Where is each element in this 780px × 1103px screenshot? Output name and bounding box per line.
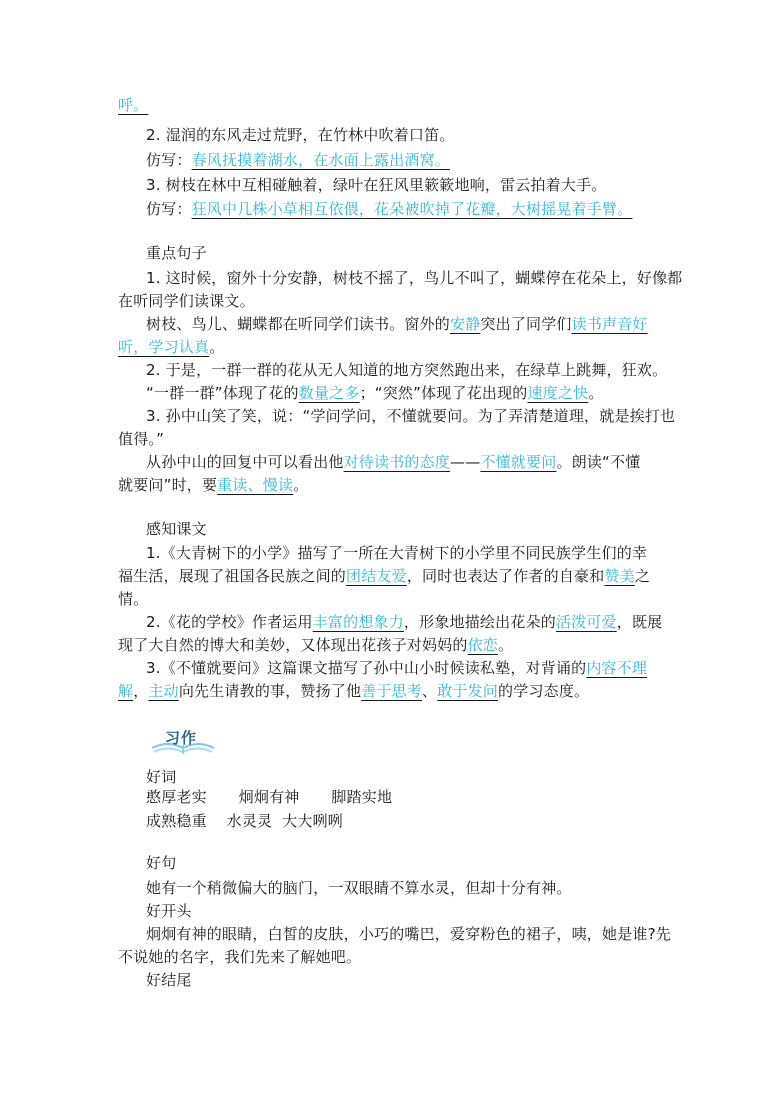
answer-blank: 听，学习认真 (118, 338, 210, 356)
key-sentence-2-analysis (146, 382, 604, 404)
answer-blank: 赞美 (604, 567, 635, 585)
answer-blank: 狂风中几株小草相互依偎，花朵被吹掉了花瓣，大树摇晃着手臂。 (191, 200, 633, 218)
answer-blank: 团结友爱 (346, 567, 407, 585)
answer-blank: 重读、慢读 (217, 476, 294, 494)
answer-blank: 活泼可爱 (555, 613, 617, 631)
item-number: 2. (146, 126, 161, 144)
section-badge-writing: 习作 (165, 729, 198, 747)
good-sentence-1: 她有一个稍微偏大的脑门，一双眼睛不算水灵，但却十分有神。 (146, 879, 572, 897)
body-text: ， (133, 682, 149, 700)
answer-blank: 春风抚摸着湖水，在水面上露出酒窝。 (191, 151, 451, 169)
key-sentence-1-line-1: 1. 这时候，窗外十分安静，树枝不摇了，鸟儿不叫了，蝴蝶停在花朵上，好像都 (146, 269, 683, 287)
item-2 (146, 124, 455, 146)
good-ending-heading: 好结尾 (146, 971, 192, 989)
section-heading-perceive-text: 感知课文 (146, 520, 207, 538)
answer-blank: 依恋 (467, 636, 499, 654)
answer-blank: 速度之快 (527, 384, 589, 402)
body-text: ，同时也表达了作者的自豪和 (406, 567, 605, 585)
body-text: 、 (422, 682, 438, 700)
section-heading-key-sentences: 重点句子 (146, 244, 207, 262)
answer-blank: 安静 (450, 315, 481, 333)
answer-blank: 内容不理 (586, 659, 648, 677)
key-sentence-3-analysis (146, 451, 640, 473)
answer-blank: 不懂就要问 (480, 453, 557, 471)
perceive-item-3-line-1 (146, 657, 647, 679)
analysis-text: 。 (588, 384, 604, 402)
perceive-item-2-line-2 (118, 634, 513, 656)
analysis-text: 突出了同学们 (480, 315, 572, 333)
key-sentence-3-analysis-cont (118, 474, 308, 496)
item-text: 湿润的东风走过荒野，在竹林中吹着口笛。 (165, 126, 455, 144)
analysis-text: 。朗读“不懂 (556, 453, 641, 471)
answer-blank: 读书声音好 (571, 315, 648, 333)
analysis-text: “一群一群”体现了花的 (146, 384, 299, 402)
item-3-rewrite (146, 198, 632, 220)
body-text: ，形象地描绘出花朵的 (403, 613, 556, 631)
analysis-text: —— (450, 453, 481, 471)
key-sentence-1-analysis (146, 313, 648, 335)
perceive-item-3-line-2 (118, 680, 589, 702)
answer-blank: 对待读书的态度 (343, 453, 451, 471)
item-3 (146, 174, 607, 196)
analysis-text: 树枝、鸟儿、蝴蝶都在听同学们读书。窗外的 (146, 315, 451, 333)
analysis-text: 。 (209, 338, 225, 356)
good-opening-heading: 好开头 (146, 902, 192, 920)
analysis-text: ；“突然”体现了花出现的 (359, 384, 528, 402)
perceive-item-1-line-1: 1.《大青树下的小学》描写了一所在大青树下的小学里不同民族学生们的幸 (146, 544, 648, 562)
body-text: 的学习态度。 (498, 682, 590, 700)
answer-blank: 丰富的想象力 (312, 613, 404, 631)
rewrite-label: 仿写： (146, 151, 192, 169)
answer-blank: 敢于发问 (437, 682, 499, 700)
good-sentences-heading: 好句 (146, 854, 177, 872)
good-opening-line-1: 炯炯有神的眼睛，白皙的皮肤，小巧的嘴巴，爱穿粉色的裙子，咦，她是谁?先 (146, 925, 671, 943)
good-words-row-2: 成熟稳重 水灵灵 大大咧咧 (146, 812, 344, 830)
analysis-text: 从孙中山的回复中可以看出他 (146, 453, 344, 471)
body-text: 之 (634, 567, 651, 585)
key-sentence-1-line-2: 在听同学们读课文。 (118, 292, 255, 310)
key-sentence-3-line-1: 3. 孙中山笑了笑，说：“学问学问，不懂就要问。为了弄清楚道理，就是挨打也 (146, 407, 676, 425)
good-words-row-1: 憨厚老实 炯炯有神 脚踏实地 (146, 788, 393, 806)
good-opening-line-2: 不说她的名字，我们先来了解她吧。 (118, 948, 362, 966)
perceive-item-1-line-2 (118, 565, 650, 587)
prev-answer-fragment (118, 94, 148, 116)
rewrite-label: 仿写： (146, 200, 192, 218)
key-sentence-3-line-2: 值得。” (118, 430, 165, 448)
body-text: 2.《花的学校》作者运用 (146, 613, 313, 631)
key-sentence-1-analysis-cont (118, 336, 224, 358)
answer-blank: 主动 (148, 682, 179, 700)
body-text: 福生活，展现了祖国各民族之间的 (118, 567, 347, 585)
item-2-rewrite (146, 149, 450, 171)
item-text: 树枝在林中互相碰触着，绿叶在狂风里簌簌地响，雷云拍着大手。 (165, 176, 607, 194)
perceive-item-1-line-3: 情。 (118, 590, 149, 608)
analysis-text: 就要问”时，要 (118, 476, 218, 494)
body-text: 现了大自然的博大和美妙，又体现出花孩子对妈妈的 (118, 636, 468, 654)
body-text: 3.《不懂就要问》这篇课文描写了孙中山小时候读私塾，对背诵的 (146, 659, 587, 677)
answer-blank: 呼。 (118, 96, 149, 114)
perceive-item-2-line-1 (146, 611, 662, 633)
body-text: 。 (498, 636, 514, 654)
body-text: ，既展 (616, 613, 663, 631)
analysis-text: 。 (293, 476, 309, 494)
answer-blank: 善于思考 (361, 682, 423, 700)
answer-blank: 数量之多 (298, 384, 360, 402)
key-sentence-2: 2. 于是，一群一群的花从无人知道的地方突然跑出来，在绿草上跳舞，狂欢。 (146, 361, 668, 379)
answer-blank: 解 (118, 682, 134, 700)
good-words-heading: 好词 (146, 768, 177, 786)
item-number: 3. (146, 176, 161, 194)
body-text: 向先生请教的事，赞扬了他 (178, 682, 362, 700)
